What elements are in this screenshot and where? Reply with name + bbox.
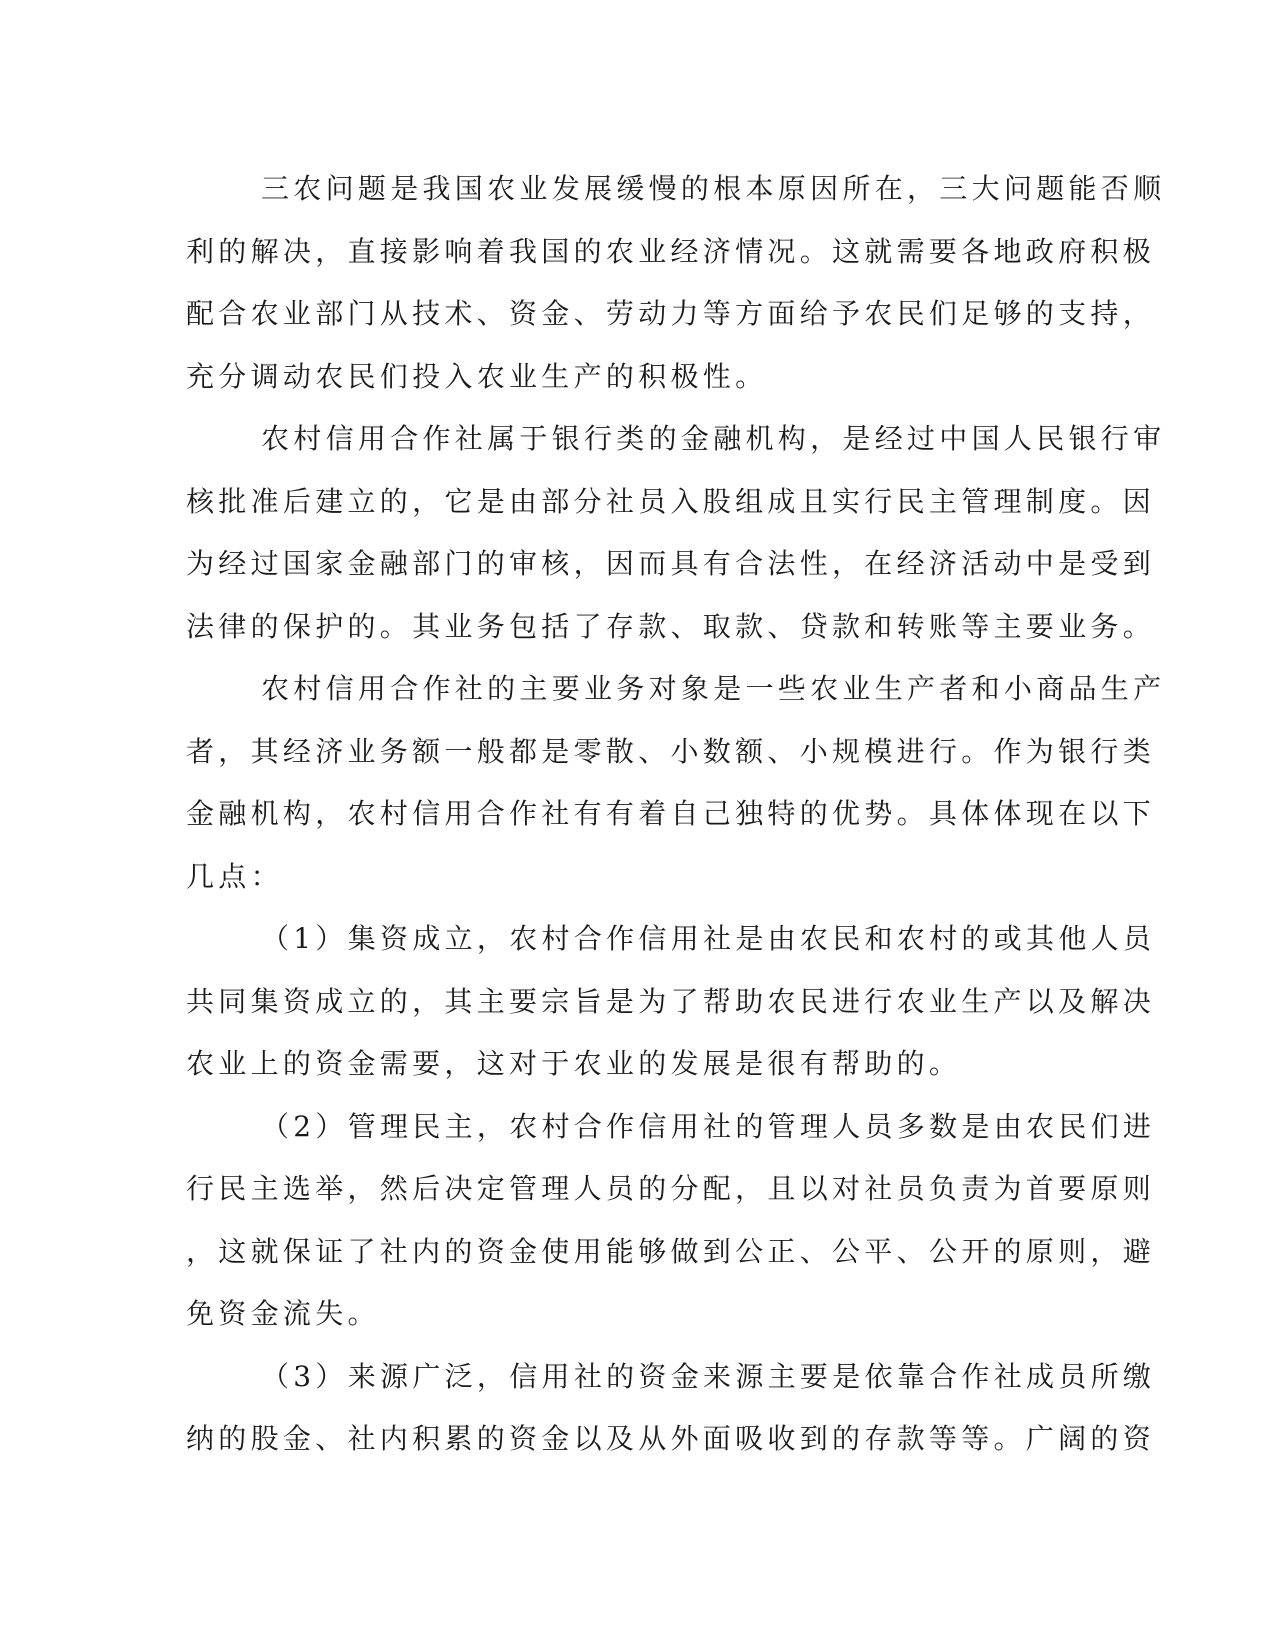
text-line: 农村信用合作社属于银行类的金融机构，是经过中国人民银行审 bbox=[261, 422, 1166, 455]
document-body bbox=[186, 158, 1166, 1471]
text-line: 几点： bbox=[186, 859, 283, 893]
text-line: 核批准后建立的，它是由部分社员入股组成且实行民主管理制度。因 bbox=[186, 484, 1156, 518]
text-line: 纳的股金、社内积累的资金以及从外面吸收到的存款等等。广阔的资 bbox=[186, 1422, 1156, 1455]
text-line: 免资金流失。 bbox=[186, 1297, 380, 1330]
paragraph-4 bbox=[186, 908, 1156, 1096]
text-line: （3）来源广泛，信用社的资金来源主要是依靠合作社成员所缴 bbox=[261, 1359, 1156, 1393]
text-line: 共同集资成立的，其主要宗旨是为了帮助农民进行农业生产以及解决 bbox=[186, 984, 1156, 1018]
text-line: ，这就保证了社内的资金使用能够做到公正、公平、公开的原则，避 bbox=[186, 1234, 1156, 1268]
text-line: （1）集资成立，农村合作信用社是由农民和农村的或其他人员 bbox=[261, 922, 1156, 955]
text-line: 配合农业部门从技术、资金、劳动力等方面给予农民们足够的支持， bbox=[186, 297, 1156, 330]
paragraph-5 bbox=[186, 1096, 1156, 1346]
text-line: 法律的保护的。其业务包括了存款、取款、贷款和转账等主要业务。 bbox=[186, 609, 1156, 643]
paragraph-3 bbox=[186, 658, 1166, 908]
paragraph-1 bbox=[186, 158, 1166, 408]
text-line: 为经过国家金融部门的审核，因而具有合法性，在经济活动中是受到 bbox=[186, 547, 1156, 580]
text-line: （2）管理民主，农村合作信用社的管理人员多数是由农民们进 bbox=[261, 1109, 1156, 1143]
paragraph-2 bbox=[186, 408, 1166, 658]
text-line: 利的解决，直接影响着我国的农业经济情况。这就需要各地政府积极 bbox=[186, 234, 1156, 268]
text-line: 者，其经济业务额一般都是零散、小数额、小规模进行。作为银行类 bbox=[186, 734, 1156, 768]
text-line: 金融机构，农村信用合作社有有着自己独特的优势。具体体现在以下 bbox=[186, 797, 1156, 830]
text-line: 充分调动农民们投入农业生产的积极性。 bbox=[186, 359, 768, 393]
text-line: 农业上的资金需要，这对于农业的发展是很有帮助的。 bbox=[186, 1047, 962, 1080]
text-line: 农村信用合作社的主要业务对象是一些农业生产者和小商品生产 bbox=[261, 672, 1166, 705]
text-line: 行民主选举，然后决定管理人员的分配，且以对社员负责为首要原则 bbox=[186, 1172, 1156, 1205]
text-line: 三农问题是我国农业发展缓慢的根本原因所在，三大问题能否顺 bbox=[261, 172, 1166, 205]
paragraph-6 bbox=[186, 1346, 1156, 1471]
